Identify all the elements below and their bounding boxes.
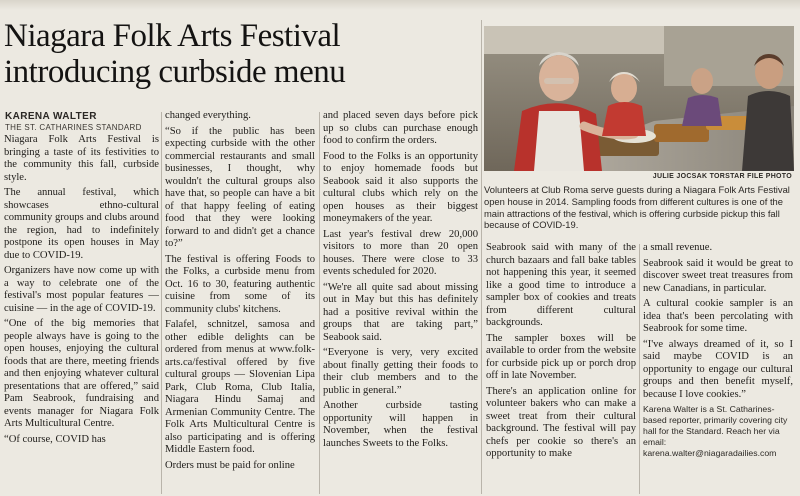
paragraph: “So if the public has been expecting curbside with the other commercial restaurants and small businesses, I thought, why wouldn't the cultural groups also have that, so people can have a bit of that happy feeling of eating food that they were looking forward to and didn't get a chance to?” xyxy=(165,125,315,249)
byline: KARENA WALTER xyxy=(5,111,97,122)
previous-article-edge xyxy=(0,0,800,10)
paragraph: “Of course, COVID has xyxy=(4,433,106,445)
photo-credit: JULIE JOCSAK TORSTAR FILE PHOTO xyxy=(652,173,792,180)
byline-affiliation: THE ST. CATHARINES STANDARD xyxy=(5,123,142,132)
paragraph: The annual festival, which showcases ethno-cultural community groups and clubs around the region, had to indefinitely postpone its open houses in May due to COVID-19. xyxy=(4,187,159,261)
article-column-4 xyxy=(486,242,636,494)
paragraph: “Everyone is very, very excited about finally getting their foods to their club members and to the public in general.” xyxy=(323,347,478,396)
photo-caption: Volunteers at Club Roma serve guests during a Niagara Folk Arts Festival open house in 2014. Sampling foods from different cultures is one of the main attractions of the festival, which is offering curbside pickup this fall because of COVID-19. xyxy=(484,184,790,231)
article-photo xyxy=(484,26,794,171)
column-rule xyxy=(161,112,162,494)
paragraph: Food to the Folks is an opportunity to enjoy homemade foods but Seabook said it also supports the cultural clubs which rely on the open houses as their biggest moneymakers of the year. xyxy=(323,150,478,224)
paragraph: a small revenue. xyxy=(643,242,713,253)
paragraph: There's an application online for volunteer bakers who can make a sweet treat from their cultural background. The festival will pay chefs per cookie so there's an opportunity to make xyxy=(486,385,636,459)
paragraph: “I've always dreamed of it, so I said maybe COVID is an opportunity to engage our cultural groups and then benefit myself, because I love cookies.” xyxy=(643,338,793,400)
author-bio: Karena Walter is a St. Catharines-based reporter, primarily covering city hall for the Standard. Reach her via email: karena.walter@niagaradailies.com xyxy=(643,404,788,458)
headline-line-1: Niagara Folk Arts Festival xyxy=(4,18,341,54)
headline-line-2: introducing curbside menu xyxy=(4,54,346,90)
paragraph: The festival is offering Foods to the Folks, a curbside menu from Oct. 16 to 30, featuring authentic cuisine from some of its community clubs' kitchens. xyxy=(165,253,315,315)
paragraph: Seabrook said it would be great to discover sweet treat treasures from new Canadians, in particular. xyxy=(643,257,793,294)
paragraph: A cultural cookie sampler is an idea that's been percolating with Seabrook for some time. xyxy=(643,298,793,334)
paragraph: changed everything. xyxy=(165,110,251,121)
paragraph: “We're all quite sad about missing out in May but this has definitely had a positive revival within the groups that are taking part,” Seabook said. xyxy=(323,281,478,343)
paragraph: Falafel, schnitzel, samosa and other edible delights can be ordered from menus at www.folk-arts.ca/festival offered by five cultural groups — Slovenian Lipa Park, Club Roma, Club Italia, Niagara Hindu Samaj and Armenian Community Centre. The Folk Arts Multicultural Centre is also participating and is offering Middle Eastern food. xyxy=(165,319,315,455)
paragraph: and placed seven days before pick up so clubs can purchase enough food to confirm the orders. xyxy=(323,110,478,146)
paragraph: Niagara Folk Arts Festival is bringing a taste of its festivities to the community this fall, curbside style. xyxy=(4,134,159,183)
column-rule xyxy=(639,244,640,494)
paragraph: The sampler boxes will be available to order from the website for curbside pick up or porch drop off in late November. xyxy=(486,332,636,381)
volunteers-serving-photo xyxy=(484,26,794,171)
paragraph: Orders must be paid for online xyxy=(165,459,295,471)
article-column-2 xyxy=(165,110,315,494)
paragraph: Last year's festival drew 20,000 visitors to more than 20 open houses. There were close to 33 events scheduled for 2020. xyxy=(323,228,478,277)
paragraph: “One of the big memories that people always have is going to the open houses, enjoying the cultural foods that are there, meeting friends and then enjoying whatever cultural presentations that are offered,” said Pam Seabrook, fundraising and events manager for Niagara Folk Arts Multicultural Centre. xyxy=(4,318,159,429)
column-rule xyxy=(319,112,320,494)
headline xyxy=(4,18,474,90)
paragraph: Another curbside tasting opportunity will happen in November, when the festival launches Sweets to the Folks. xyxy=(323,400,478,449)
article-column-3 xyxy=(323,110,478,494)
paragraph: Organizers have now come up with a way to celebrate one of the festival's most popular features — cuisine — in the age of COVID-19. xyxy=(4,265,159,314)
paragraph: Seabrook said with many of the church bazaars and fall bake tables not happening this year, it seemed like a good time to introduce a sampler box of cookies and treats from different cultural backgrounds. xyxy=(486,242,636,328)
article-column-5 xyxy=(643,242,793,494)
column-rule xyxy=(481,20,482,494)
article-column-1 xyxy=(4,134,159,494)
